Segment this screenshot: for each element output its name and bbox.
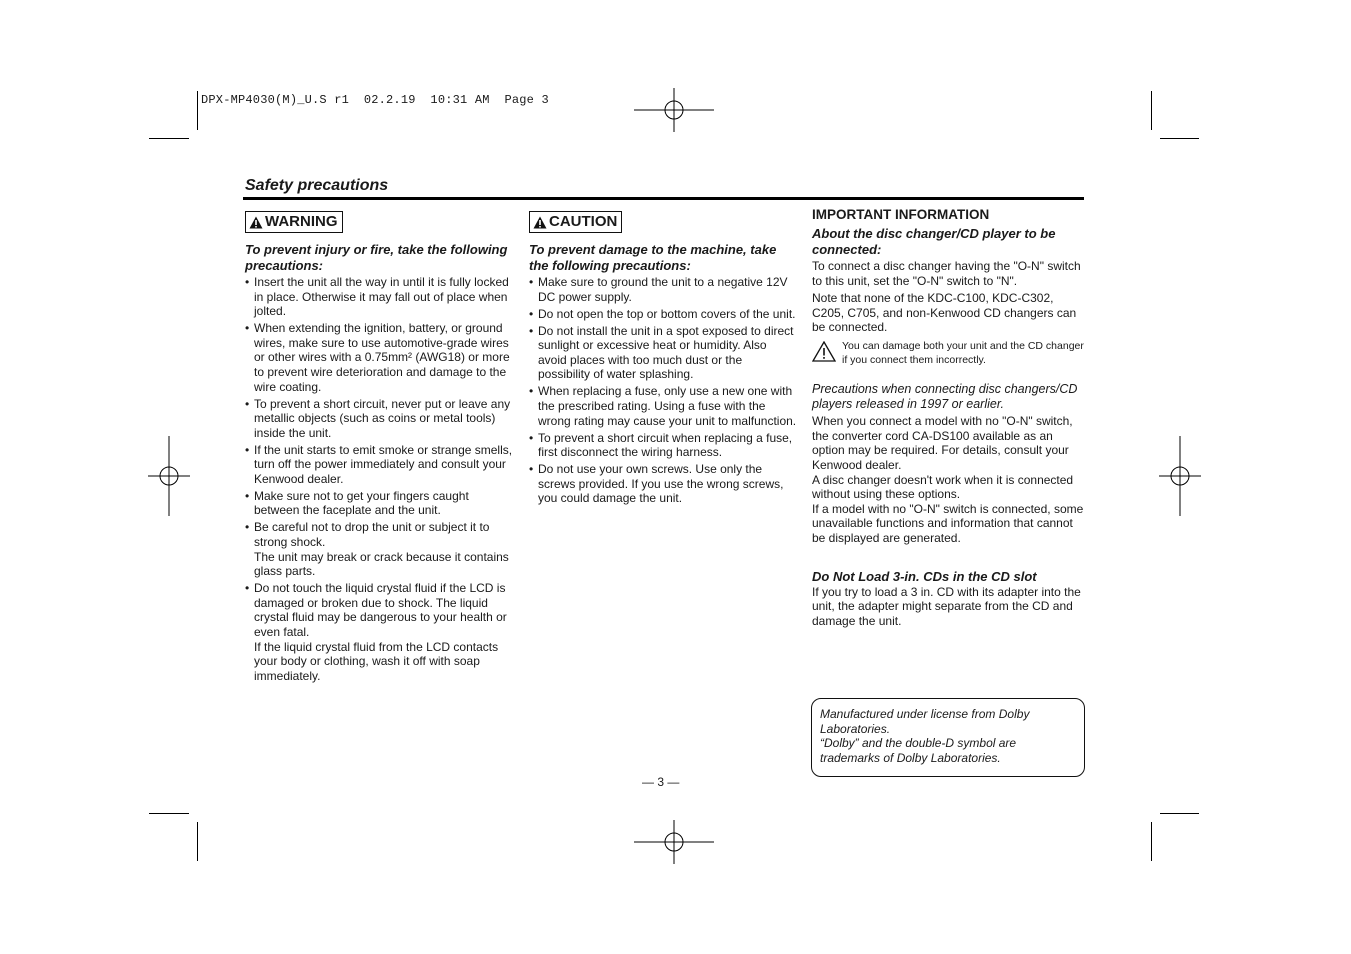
- crop-mark: [1151, 822, 1152, 861]
- important-column: [812, 207, 1084, 628]
- paragraph: To connect a disc changer having the "O-N" switch to this unit, set the "O-N" switch to "N".: [812, 259, 1081, 288]
- list-item: • Make sure not to get your fingers caught between the faceplate and the unit.: [245, 489, 517, 518]
- list-item: • To prevent a short circuit, never put or leave any metallic objects (such as coins or metal tools) inside the unit.: [245, 397, 517, 441]
- crop-mark: [149, 813, 189, 814]
- cd-slot-subheading: Do Not Load 3-in. CDs in the CD slot: [812, 568, 1037, 584]
- warning-list: [245, 275, 517, 683]
- caution-column: [529, 210, 797, 508]
- paragraph: Note that none of the KDC-C100, KDC-C302, C205, C705, and non-Kenwood CD changers can be connected.: [812, 291, 1077, 335]
- list-item: • Do not install the unit in a spot exposed to direct sunlight or excessive heat or humidity. Also avoid places with too much dust or the possibility of water splashing.: [529, 324, 797, 382]
- page-title: Safety precautions: [245, 177, 389, 194]
- crop-mark: [197, 91, 198, 130]
- note-text: You can damage both your unit and the CD changer if you connect them incorrectly.: [842, 339, 1084, 366]
- list-item: • To prevent a short circuit when replacing a fuse, first disconnect the wiring harness.: [529, 431, 797, 460]
- registration-mark-right: [1159, 436, 1201, 516]
- list-item: • When extending the ignition, battery, or ground wires, make sure to use automotive-grade wires or other wires with a 0.75mm² (AWG18) or more to prevent wire deterioration and damage to the wire coating.: [245, 321, 517, 394]
- dolby-line: Manufactured under license from Dolby Laboratories.: [820, 707, 1030, 736]
- registration-mark-left: [148, 436, 190, 516]
- page-number: — 3 —: [642, 775, 680, 789]
- disc-changer-subheading: About the disc changer/CD player to be connected:: [812, 226, 1056, 257]
- caution-list: [529, 275, 797, 506]
- paragraph: If a model with no "O-N" switch is connected, some unavailable functions and information that cannot be displayed are generated.: [812, 501, 1084, 545]
- title-rule: [243, 197, 1084, 200]
- list-item: • If the unit starts to emit smoke or strange smells, turn off the power immediately and consult your Kenwood dealer.: [245, 443, 517, 487]
- caution-lead: To prevent damage to the machine, take the following precautions:: [529, 242, 777, 273]
- crop-mark: [197, 822, 198, 861]
- dolby-line: “Dolby” and the double-D symbol are trademarks of Dolby Laboratories.: [820, 736, 1017, 765]
- print-slug: DPX-MP4030(M)_U.S r1 02.2.19 10:31 AM Page 3: [201, 93, 549, 107]
- paragraph: When you connect a model with no "O-N" switch, the converter cord CA-DS100 available as an option may be required. For details, consult your Kenwood dealer.: [812, 414, 1073, 472]
- list-item: • Do not use your own screws. Use only the screws provided. If you use the wrong screws, you could damage the unit.: [529, 462, 797, 506]
- crop-mark: [149, 138, 189, 139]
- list-item: • Do not touch the liquid crystal fluid if the LCD is damaged or broken due to shock. The liquid crystal fluid may be dangerous to your health or even fatal. If the liquid crystal fluid from the LCD contacts your body or clothing, wash it off with soap immediately.: [245, 581, 517, 683]
- registration-mark-top: [634, 88, 714, 132]
- paragraph: A disc changer doesn't work when it is connected without using these options.: [812, 472, 1074, 502]
- caution-badge: [529, 211, 622, 233]
- important-heading: IMPORTANT INFORMATION: [812, 207, 990, 222]
- caution-triangle-icon: [533, 216, 547, 229]
- damage-note: [812, 339, 1084, 367]
- list-item: • Make sure to ground the unit to a negative 12V DC power supply.: [529, 275, 797, 304]
- crop-mark: [1151, 91, 1152, 130]
- list-item: • When replacing a fuse, only use a new one with the prescribed rating. Using a fuse with the wrong rating may cause your unit to malfunction.: [529, 384, 797, 428]
- warning-badge-label: WARNING: [265, 213, 338, 230]
- precautions-subheading: Precautions when connecting disc changers/CD players released in 1997 or earlier.: [812, 381, 1078, 411]
- warning-lead: To prevent injury or fire, take the following precautions:: [245, 242, 508, 273]
- warning-badge: [245, 211, 343, 233]
- warning-column: [245, 210, 517, 686]
- list-item: • Do not open the top or bottom covers of the unit.: [529, 307, 797, 322]
- warning-triangle-icon: [249, 216, 263, 229]
- caution-badge-label: CAUTION: [549, 213, 618, 230]
- dolby-license-box: [811, 698, 1085, 777]
- paragraph: If you try to load a 3 in. CD with its adapter into the unit, the adapter might separate from the CD and damage the unit.: [812, 584, 1081, 628]
- list-item: • Be careful not to drop the unit or subject it to strong shock. The unit may break or crack because it contains glass parts.: [245, 520, 517, 578]
- caution-outline-icon: [812, 341, 836, 362]
- crop-mark: [1160, 138, 1199, 139]
- list-item: • Insert the unit all the way in until it is fully locked in place. Otherwise it may fall out of place when jolted.: [245, 275, 517, 319]
- registration-mark-bottom: [634, 820, 714, 864]
- crop-mark: [1160, 813, 1199, 814]
